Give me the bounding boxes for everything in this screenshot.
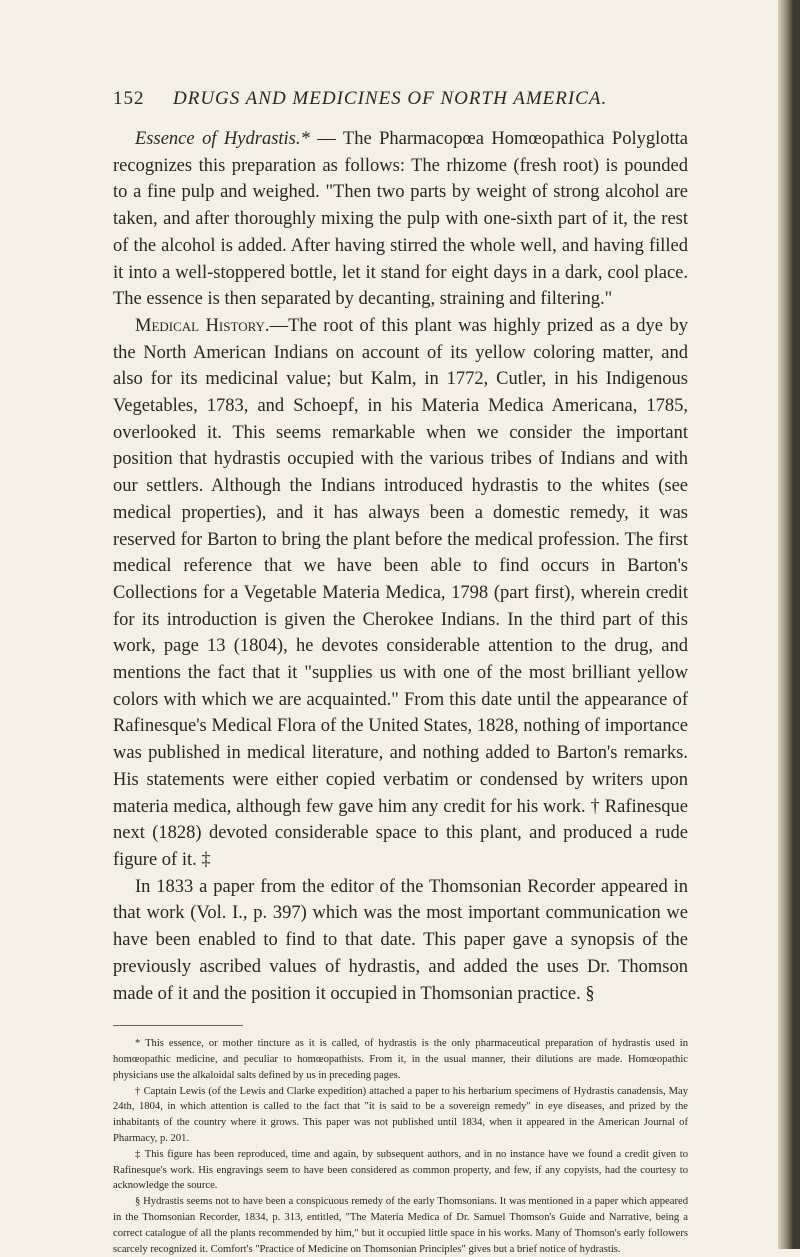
page-number: 152 xyxy=(113,88,145,109)
running-title: DRUGS AND MEDICINES OF NORTH AMERICA. xyxy=(173,88,608,109)
medical-history-text: —The root of this plant was highly prized as a dye by the North American Indians on account of its yellow coloring matter, and also for its medicinal value; but Kalm, in 1772, Cutler, in his Indigenous Vegetables, 1783, and Schoepf, in his Materia Medica Americana, 1785, overlooked it. This seems remarkable when we consider the important position that hydrastis occupied with the various tribes of Indians and with our settlers. Although the Indians introduced hydrastis to the whites (see medical properties), and it has always been a domestic remedy, it was reserved for Barton to bring the plant before the medical profession. The first medical reference that we have been able to find occurs in Barton's Collections for a Vegetable Materia Medica, 1798 (part first), wherein credit for its introduction is given the Cherokee Indians. In the third part of this work, page 13 (1804), he devotes considerable attention to the drug, and mentions the fact that it "supplies us with one of the most brilliant yellow colors with which we are acquainted." From this date until the appearance of Rafinesque's Medical Flora of the United States, 1828, nothing of importance was published in medical literature, and nothing added to Barton's remarks. His statements were either copied verbatim or condensed by writers upon materia medica, although few gave him any credit for his work. † Rafinesque next (1828) devoted considerable space to this plant, and produced a rude figure of it. ‡ xyxy=(113,315,688,870)
paragraph-medical-history xyxy=(113,313,688,874)
body-text xyxy=(113,126,688,1257)
paragraph-essence xyxy=(113,126,688,313)
paragraph-thomsonian: In 1833 a paper from the editor of the Thomsonian Recorder appeared in that work (Vol. I., p. 397) which was the most important communication we have been enabled to find to that date. This paper gave a synopsis of the previously ascribed values of hydrastis, and added the uses Dr. Thomson made of it and the position it occupied in Thomsonian practice. § xyxy=(113,876,688,1004)
footnotes xyxy=(113,1036,688,1257)
essence-heading: Essence of Hydrastis.* xyxy=(135,129,310,149)
footnote-rule xyxy=(113,1025,243,1026)
footnote: * This essence, or mother tincture as it is called, of hydrastis is the only pharmaceutical preparation of hydrastis used in homœopathic medicine, and peculiar to homœopathists. From it, in the usual manner, their dilutions are made. Homœopathic physicians use the alkaloidal salts defined by us in preceding pages. xyxy=(113,1038,688,1081)
footnote: † Captain Lewis (of the Lewis and Clarke expedition) attached a paper to his herbarium specimens of Hydrastis canadensis, May 24th, 1804, in which attention is called to the fact that "it is said to be a sovereign remedy" in eye diseases, and prized by the inhabitants of the country where it grows. This paper was not published until 1834, when it appeared in the American Journal of Pharmacy, p. 201. xyxy=(113,1085,688,1144)
essence-text: — The Pharmacopœa Homœopathica Polyglotta recognizes this preparation as follows: The rhizome (fresh root) is pounded to a fine pulp and weighed. "Then two parts by weight of strong alcohol are taken, and after thoroughly mixing the pulp with one-sixth part of it, the rest of the alcohol is added. After having stirred the whole well, and having filled it into a well-stoppered bottle, let it stand for eight days in a dark, cool place. The essence is then separated by decanting, straining and filtering." xyxy=(113,129,688,310)
footnote: ‡ This figure has been reproduced, time and again, by subsequent authors, and in no instance have we found a credit given to Rafinesque's work. His engravings seem to have been considered as common property, and few, if any copyists, had the courtesy to acknowledge the source. xyxy=(113,1148,688,1192)
page-binding-edge xyxy=(778,0,800,1249)
medical-history-heading: Medical History. xyxy=(135,315,270,336)
running-header xyxy=(113,88,675,110)
footnote: § Hydrastis seems not to have been a conspicuous remedy of the early Thomsonians. It was mentioned in a paper which appeared in the Thomsonian Recorder, 1834, p. 313, entitled, "The Materia Medica of Dr. Samuel Thomson's Guide and Narrative, being a correct catalogue of all the plants recommended by him," but it occupied little space in his works. Many of Thomson's early followers scarcely recognized it. Comfort's "Practice of Medicine on Thomsonian Principles" gives but a brief notice of hydrastis. xyxy=(113,1196,688,1255)
